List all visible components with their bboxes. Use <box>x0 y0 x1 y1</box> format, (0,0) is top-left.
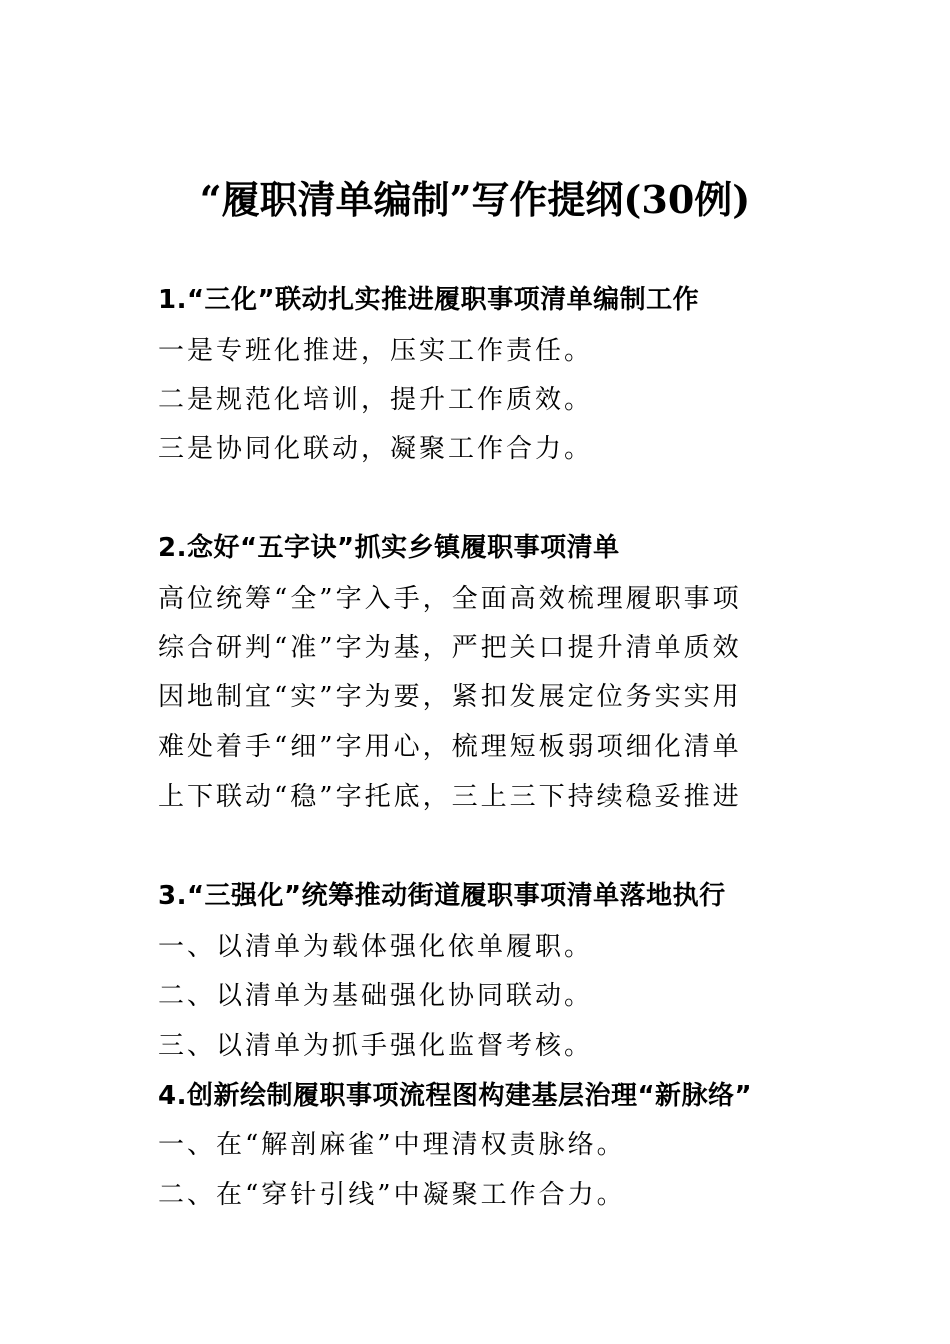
section-3-item-2: 二、以清单为基础强化协同联动。 <box>158 981 594 1011</box>
section-1-item-1: 一是专班化推进，压实工作责任。 <box>158 336 594 366</box>
section-1-item-2: 二是规范化培训，提升工作质效。 <box>158 385 594 415</box>
section-heading-4: 4.创新绘制履职事项流程图构建基层治理“新脉络” <box>158 1081 753 1111</box>
section-2-item-2: 综合研判“准”字为基，严把关口提升清单质效 <box>158 633 742 663</box>
section-3-item-1: 一、以清单为载体强化依单履职。 <box>158 932 594 962</box>
section-4-item-1: 一、在“解剖麻雀”中理清权责脉络。 <box>158 1130 626 1160</box>
section-2-item-3: 因地制宜“实”字为要，紧扣发展定位务实实用 <box>158 682 742 712</box>
section-heading-3: 3.“三强化”统筹推动街道履职事项清单落地执行 <box>158 881 726 911</box>
section-2-item-4: 难处着手“细”字用心，梳理短板弱项细化清单 <box>158 732 742 762</box>
section-3-item-3: 三、以清单为抓手强化监督考核。 <box>158 1031 594 1061</box>
section-4-item-2: 二、在“穿针引线”中凝聚工作合力。 <box>158 1180 626 1210</box>
section-1-item-3: 三是协同化联动，凝聚工作合力。 <box>158 434 594 464</box>
document-title: “履职清单编制”写作提纲(30例) <box>199 177 751 222</box>
section-2-item-5: 上下联动“稳”字托底，三上三下持续稳妥推进 <box>158 782 742 812</box>
section-heading-1: 1.“三化”联动扎实推进履职事项清单编制工作 <box>158 285 700 315</box>
section-heading-2: 2.念好“五字诀”抓实乡镇履职事项清单 <box>158 533 620 563</box>
section-2-item-1: 高位统筹“全”字入手，全面高效梳理履职事项 <box>158 584 742 614</box>
